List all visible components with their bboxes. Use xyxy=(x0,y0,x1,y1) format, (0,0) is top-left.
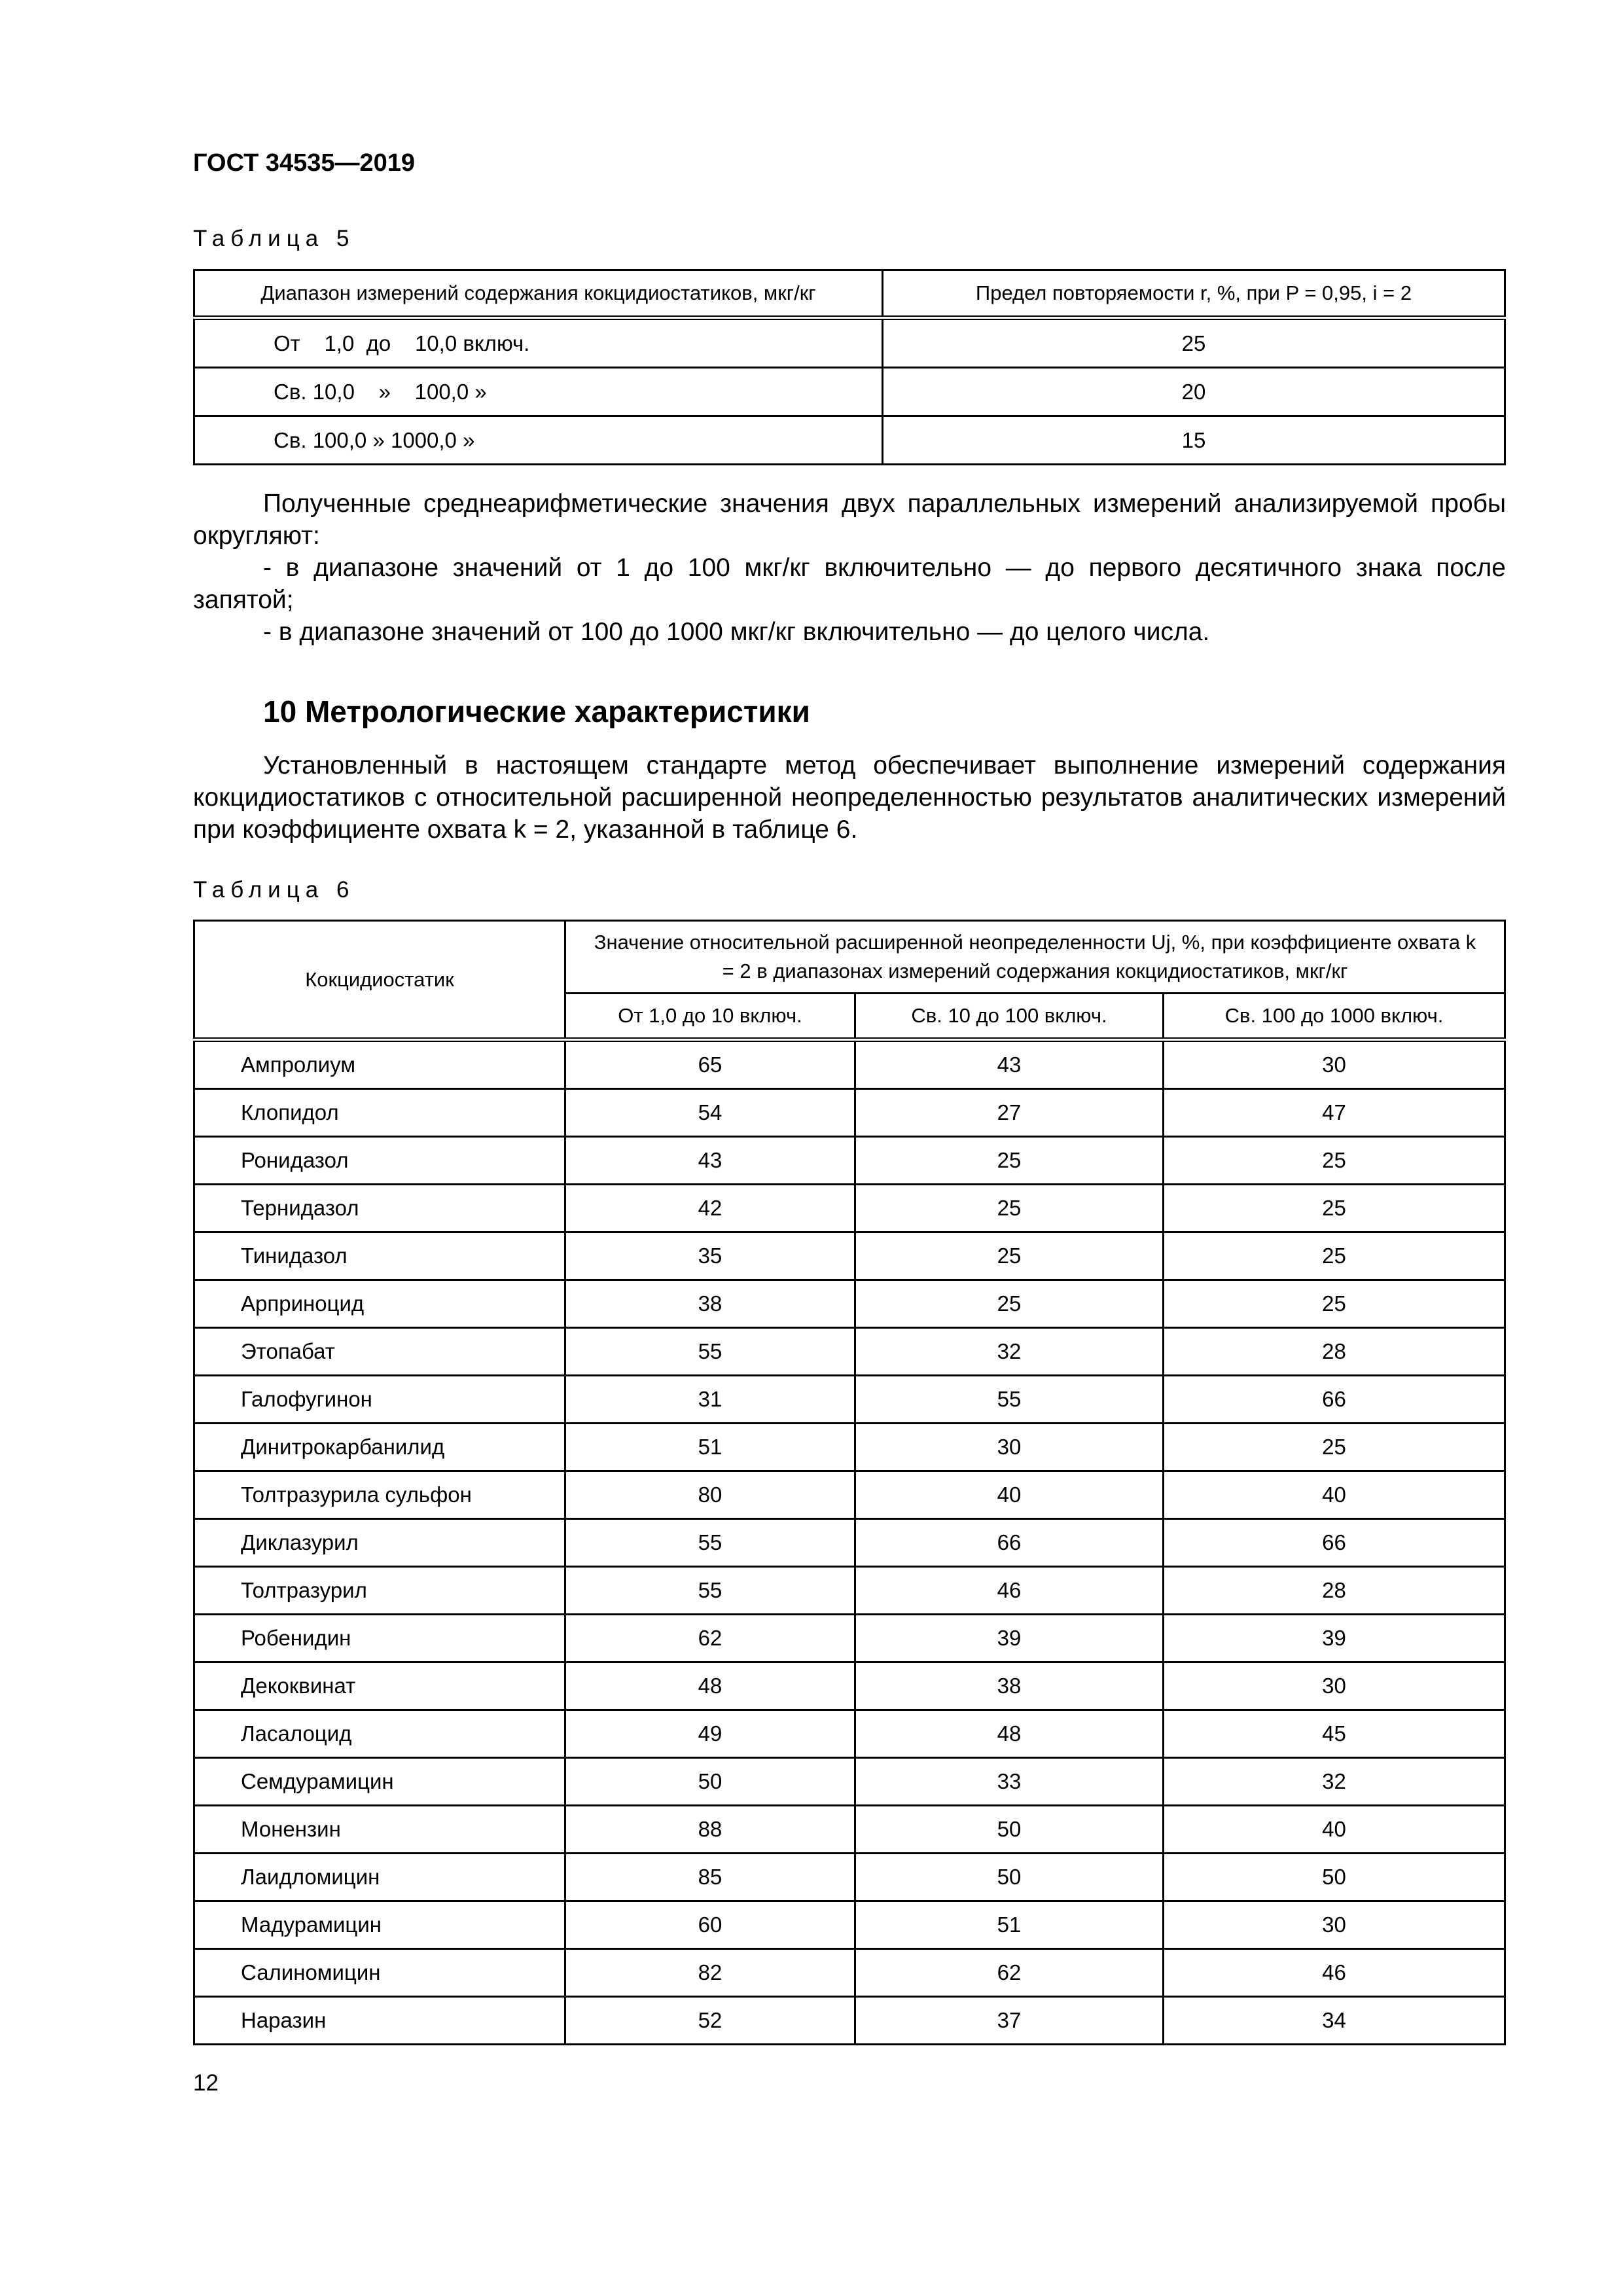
uncertainty-value: 82 xyxy=(565,1949,855,1997)
coccidiostat-name: Ампролиум xyxy=(194,1040,565,1089)
limit-cell: 20 xyxy=(883,368,1505,416)
uncertainty-value: 45 xyxy=(1164,1710,1505,1758)
table-row xyxy=(194,368,1505,416)
uncertainty-value: 66 xyxy=(1164,1376,1505,1424)
uncertainty-value: 37 xyxy=(855,1997,1164,2045)
table5-header-limit: Предел повторяемости r, %, при P = 0,95, i = 2 xyxy=(883,270,1505,318)
section-heading: 10 Метрологические характеристики xyxy=(263,694,810,728)
table-row xyxy=(194,1662,1505,1710)
uncertainty-value: 25 xyxy=(1164,1424,1505,1471)
table-row xyxy=(194,1567,1505,1615)
coccidiostat-name: Толтразурил xyxy=(194,1567,565,1615)
uncertainty-value: 28 xyxy=(1164,1567,1505,1615)
table-row xyxy=(194,1040,1505,1089)
section-text: Установленный в настоящем стандарте метод обеспечивает выполнение измерений содержания кокцидиостатиков с относительной расширенной неопределенностью результатов аналитических измерений при коэффициенте охвата k = 2, указанной в таблице 6. xyxy=(193,751,1506,844)
uncertainty-value: 30 xyxy=(1164,1662,1505,1710)
uncertainty-value: 80 xyxy=(565,1471,855,1519)
uncertainty-value: 28 xyxy=(1164,1328,1505,1376)
uncertainty-value: 55 xyxy=(855,1376,1164,1424)
table-row xyxy=(194,1854,1505,1901)
uncertainty-value: 32 xyxy=(855,1328,1164,1376)
uncertainty-value: 25 xyxy=(855,1280,1164,1328)
table6-group-header: Значение относительной расширенной неопределенности Uj, %, при коэффициенте охвата k = 2 в диапазонах измерений содержания кокцидиостатиков, мкг/кг xyxy=(565,921,1505,994)
uncertainty-value: 34 xyxy=(1164,1997,1505,2045)
uncertainty-value: 31 xyxy=(565,1376,855,1424)
uncertainty-value: 30 xyxy=(1164,1040,1505,1089)
uncertainty-value: 49 xyxy=(565,1710,855,1758)
coccidiostat-name: Толтразурила сульфон xyxy=(194,1471,565,1519)
table6-header-name: Кокцидиостатик xyxy=(194,921,565,1040)
table-row xyxy=(194,1376,1505,1424)
uncertainty-value: 48 xyxy=(855,1710,1164,1758)
coccidiostat-name: Ронидазол xyxy=(194,1137,565,1185)
table6-caption: Таблица 6 xyxy=(193,877,355,903)
uncertainty-value: 40 xyxy=(855,1471,1164,1519)
table5-header-range: Диапазон измерений содержания кокцидиостатиков, мкг/кг xyxy=(194,270,883,318)
table-row xyxy=(194,1997,1505,2045)
uncertainty-value: 25 xyxy=(855,1185,1164,1232)
coccidiostat-name: Галофугинон xyxy=(194,1376,565,1424)
table6-subheader: Св. 10 до 100 включ. xyxy=(855,994,1164,1040)
uncertainty-value: 55 xyxy=(565,1567,855,1615)
table5-caption: Таблица 5 xyxy=(193,226,355,251)
range-cell: Св. 10,0 » 100,0 » xyxy=(194,368,883,416)
table6 xyxy=(193,920,1506,2045)
uncertainty-value: 39 xyxy=(1164,1615,1505,1662)
uncertainty-value: 40 xyxy=(1164,1471,1505,1519)
range-cell: От 1,0 до 10,0 включ. xyxy=(194,318,883,368)
uncertainty-value: 27 xyxy=(855,1089,1164,1137)
rounding-paragraph xyxy=(193,488,1506,648)
limit-cell: 25 xyxy=(883,318,1505,368)
uncertainty-value: 46 xyxy=(855,1567,1164,1615)
uncertainty-value: 85 xyxy=(565,1854,855,1901)
uncertainty-value: 50 xyxy=(565,1758,855,1806)
uncertainty-value: 60 xyxy=(565,1901,855,1949)
coccidiostat-name: Тинидазол xyxy=(194,1232,565,1280)
coccidiostat-name: Диклазурил xyxy=(194,1519,565,1567)
table6-subheader: От 1,0 до 10 включ. xyxy=(565,994,855,1040)
table-row xyxy=(194,1949,1505,1997)
paragraph-line: - в диапазоне значений от 100 до 1000 мкг/кг включительно — до целого числа. xyxy=(263,618,1210,646)
uncertainty-value: 47 xyxy=(1164,1089,1505,1137)
coccidiostat-name: Этопабат xyxy=(194,1328,565,1376)
coccidiostat-name: Семдурамицин xyxy=(194,1758,565,1806)
uncertainty-value: 38 xyxy=(855,1662,1164,1710)
limit-cell: 15 xyxy=(883,416,1505,465)
coccidiostat-name: Мадурамицин xyxy=(194,1901,565,1949)
uncertainty-value: 25 xyxy=(855,1232,1164,1280)
table-row xyxy=(194,1232,1505,1280)
table-row xyxy=(194,1758,1505,1806)
uncertainty-value: 35 xyxy=(565,1232,855,1280)
table-row xyxy=(194,1424,1505,1471)
paragraph-line: - в диапазоне значений от 1 до 100 мкг/кг включительно — до первого десятичного знака после запятой; xyxy=(193,554,1506,614)
document-id: ГОСТ 34535—2019 xyxy=(193,149,416,177)
table-row xyxy=(194,1185,1505,1232)
uncertainty-value: 33 xyxy=(855,1758,1164,1806)
uncertainty-value: 25 xyxy=(1164,1137,1505,1185)
coccidiostat-name: Лаидломицин xyxy=(194,1854,565,1901)
table5 xyxy=(193,269,1506,465)
uncertainty-value: 51 xyxy=(565,1424,855,1471)
uncertainty-value: 54 xyxy=(565,1089,855,1137)
uncertainty-value: 65 xyxy=(565,1040,855,1089)
uncertainty-value: 43 xyxy=(565,1137,855,1185)
uncertainty-value: 46 xyxy=(1164,1949,1505,1997)
uncertainty-value: 48 xyxy=(565,1662,855,1710)
table-row xyxy=(194,1137,1505,1185)
uncertainty-value: 42 xyxy=(565,1185,855,1232)
coccidiostat-name: Салиномицин xyxy=(194,1949,565,1997)
table-row xyxy=(194,1089,1505,1137)
uncertainty-value: 50 xyxy=(855,1854,1164,1901)
paragraph-line: Полученные среднеарифметические значения двух параллельных измерений анализируемой пробы округляют: xyxy=(193,490,1506,550)
uncertainty-value: 25 xyxy=(1164,1185,1505,1232)
uncertainty-value: 55 xyxy=(565,1328,855,1376)
table-row xyxy=(194,1519,1505,1567)
table-row xyxy=(194,1615,1505,1662)
uncertainty-value: 62 xyxy=(855,1949,1164,1997)
coccidiostat-name: Ласалоцид xyxy=(194,1710,565,1758)
uncertainty-value: 39 xyxy=(855,1615,1164,1662)
uncertainty-value: 25 xyxy=(855,1137,1164,1185)
coccidiostat-name: Декоквинат xyxy=(194,1662,565,1710)
table-row xyxy=(194,416,1505,465)
uncertainty-value: 55 xyxy=(565,1519,855,1567)
uncertainty-value: 62 xyxy=(565,1615,855,1662)
coccidiostat-name: Тернидазол xyxy=(194,1185,565,1232)
uncertainty-value: 32 xyxy=(1164,1758,1505,1806)
coccidiostat-name: Арприноцид xyxy=(194,1280,565,1328)
table-row xyxy=(194,1901,1505,1949)
range-cell: Св. 100,0 » 1000,0 » xyxy=(194,416,883,465)
uncertainty-value: 52 xyxy=(565,1997,855,2045)
uncertainty-value: 30 xyxy=(855,1424,1164,1471)
coccidiostat-name: Монензин xyxy=(194,1806,565,1854)
uncertainty-value: 88 xyxy=(565,1806,855,1854)
uncertainty-value: 50 xyxy=(855,1806,1164,1854)
table-row xyxy=(194,1806,1505,1854)
uncertainty-value: 66 xyxy=(855,1519,1164,1567)
uncertainty-value: 51 xyxy=(855,1901,1164,1949)
uncertainty-value: 25 xyxy=(1164,1280,1505,1328)
uncertainty-value: 38 xyxy=(565,1280,855,1328)
coccidiostat-name: Динитрокарбанилид xyxy=(194,1424,565,1471)
uncertainty-value: 50 xyxy=(1164,1854,1505,1901)
table-row xyxy=(194,1328,1505,1376)
coccidiostat-name: Робенидин xyxy=(194,1615,565,1662)
page-number: 12 xyxy=(193,2070,219,2096)
table6-subheader: Св. 100 до 1000 включ. xyxy=(1164,994,1505,1040)
coccidiostat-name: Наразин xyxy=(194,1997,565,2045)
coccidiostat-name: Клопидол xyxy=(194,1089,565,1137)
table-row xyxy=(194,1471,1505,1519)
uncertainty-value: 25 xyxy=(1164,1232,1505,1280)
uncertainty-value: 66 xyxy=(1164,1519,1505,1567)
uncertainty-value: 43 xyxy=(855,1040,1164,1089)
table-row xyxy=(194,1280,1505,1328)
table-row xyxy=(194,1710,1505,1758)
uncertainty-value: 30 xyxy=(1164,1901,1505,1949)
uncertainty-value: 40 xyxy=(1164,1806,1505,1854)
table-row xyxy=(194,318,1505,368)
